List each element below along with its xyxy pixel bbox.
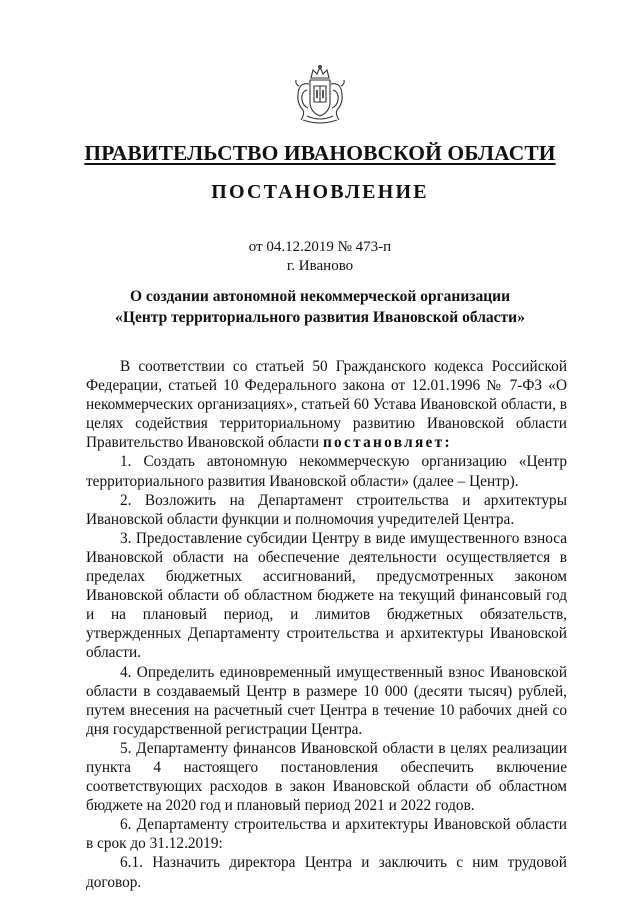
- city: г. Иваново: [286, 258, 354, 274]
- authority-name: ПРАВИТЕЛЬСТВО ИВАНОВСКОЙ ОБЛАСТИ: [84, 141, 556, 165]
- item-3: 3. Предоставление субсидии Центру в виде имущественного взноса Ивановской области на обеспечение деятельности осуществляется в пределах бюджетных ассигнований, предусмотренных законом Ивановской области об областном бюджете на текущий финансовый год и на плановый период, и лимитов бюджетных обязательств, утвержденных Департаменту строительства и архитектуры Ивановской области.: [86, 529, 567, 662]
- document-type: ПОСТАНОВЛЕНИЕ: [211, 181, 429, 203]
- item-6-1: 6.1. Назначить директора Центра и заключить с ним трудовой договор.: [86, 854, 567, 891]
- document-body: [86, 357, 567, 892]
- coat-of-arms-icon: [293, 64, 347, 128]
- item-5: 5. Департаменту финансов Ивановской области в целях реализации пункта 4 настоящего постановления обеспечить включение соответствующих расходов в закон Ивановской области об областном бюджете на 2020 год и плановый период 2021 и 2022 годов.: [86, 739, 567, 815]
- document-title-line-1: О создании автономной некоммерческой организации: [129, 288, 511, 305]
- preamble: [86, 357, 567, 452]
- authority-heading: [0, 141, 640, 166]
- item-2: 2. Возложить на Департамент строительства и архитектуры Ивановской области функции и полномочия учредителей Центра.: [86, 491, 567, 528]
- item-4: 4. Определить единовременный имущественный взнос Ивановской области в создаваемый Центр в размере 10 000 (десяти тысяч) рублей, путем внесения на расчетный счет Центра в течение 10 рабочих дней со дня государственной регистрации Центра.: [86, 663, 567, 738]
- item-1: 1. Создать автономную некоммерческую организацию «Центр территориального развития Ивановской области» (далее – Центр).: [86, 453, 567, 490]
- item-6: 6. Департаменту строительства и архитектуры Ивановской области в срок до 31.12.2019:: [86, 816, 567, 853]
- resolves-word: постановляет:: [322, 434, 452, 452]
- preamble-text: В соответствии со статьей 50 Гражданского кодекса Российской Федерации, статьей 10 Федерального закона от 12.01.1996 № 7-ФЗ «О некоммерческих организациях», статьей 60 Устава Ивановской области, в целях содействия территориальному развитию Ивановской области Правительство Ивановской области: [86, 358, 567, 452]
- date-number: от 04.12.2019 № 473-п: [248, 239, 392, 255]
- document-title-line-2: «Центр территориального развития Ивановской области»: [115, 309, 525, 326]
